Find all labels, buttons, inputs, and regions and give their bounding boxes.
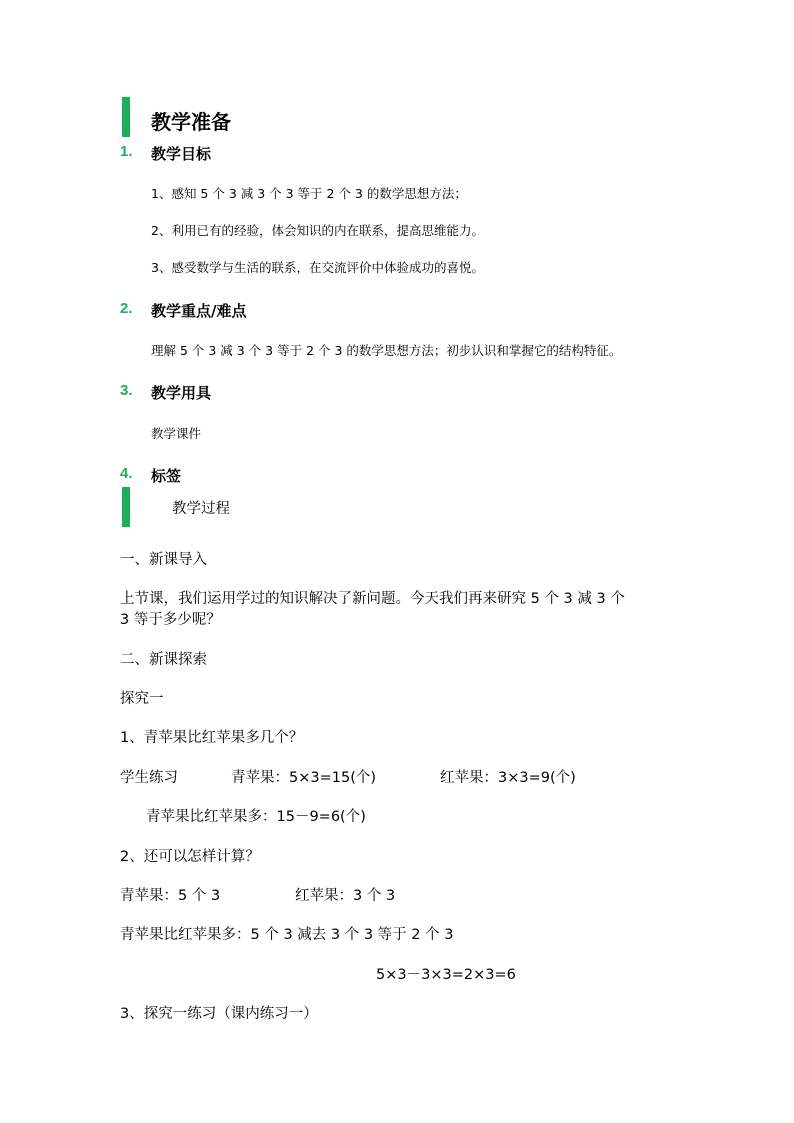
green-apple-count: 青苹果：5 个 3 xyxy=(120,888,221,904)
question-text: 2、还可以怎样计算？ xyxy=(120,849,260,865)
keypoint-text: 理解 5 个 3 减 3 个 3 等于 2 个 3 的数学思想方法；初步认识和掌握它的结构特征。 xyxy=(151,343,622,358)
section-heading: 标签 xyxy=(151,467,182,485)
intro-text: 上节课，我们运用学过的知识解决了新问题。今天我们再来研究 5 个 3 减 3 个 xyxy=(120,591,625,607)
heading-accent-bar xyxy=(122,487,130,527)
red-apple-count: 红苹果：3 个 3 xyxy=(295,888,396,904)
section-number: 2. xyxy=(120,300,133,317)
red-apple-calc: 红苹果：3×3=9(个) xyxy=(440,770,576,786)
intro-heading: 一、新课导入 xyxy=(120,552,207,568)
process-title: 教学过程 xyxy=(172,501,230,517)
intro-text: 3 等于多少呢？ xyxy=(120,612,221,628)
goal-item: 3、感受数学与生活的联系，在交流评价中体验成功的喜悦。 xyxy=(151,260,484,275)
section-heading: 教学用具 xyxy=(151,384,212,402)
goal-item: 1、感知 5 个 3 减 3 个 3 等于 2 个 3 的数学思想方法； xyxy=(151,186,467,201)
section-heading: 教学重点/难点 xyxy=(151,302,247,320)
question-text: 3、探究一练习（课内练习一） xyxy=(120,1006,318,1022)
difference-calc: 青苹果比红苹果多：15－9=6(个) xyxy=(146,809,366,825)
page-title: 教学准备 xyxy=(151,110,231,134)
explore-heading: 二、新课探索 xyxy=(120,652,207,668)
section-number: 1. xyxy=(120,143,133,160)
section-number: 3. xyxy=(120,382,133,399)
section-heading: 教学目标 xyxy=(151,145,212,163)
heading-accent-bar xyxy=(122,97,130,137)
difference-statement: 青苹果比红苹果多：5 个 3 减去 3 个 3 等于 2 个 3 xyxy=(120,927,454,943)
green-apple-calc: 青苹果：5×3=15(个) xyxy=(231,770,377,786)
tools-text: 教学课件 xyxy=(151,426,202,441)
goal-item: 2、利用已有的经验，体会知识的内在联系，提高思维能力。 xyxy=(151,223,484,238)
explore-subheading: 探究一 xyxy=(120,691,164,707)
section-number: 4. xyxy=(120,465,133,482)
question-text: 1、青苹果比红苹果多几个？ xyxy=(120,730,304,746)
formula-text: 5×3－3×3=2×3=6 xyxy=(376,967,516,983)
practice-label: 学生练习 xyxy=(120,770,178,786)
